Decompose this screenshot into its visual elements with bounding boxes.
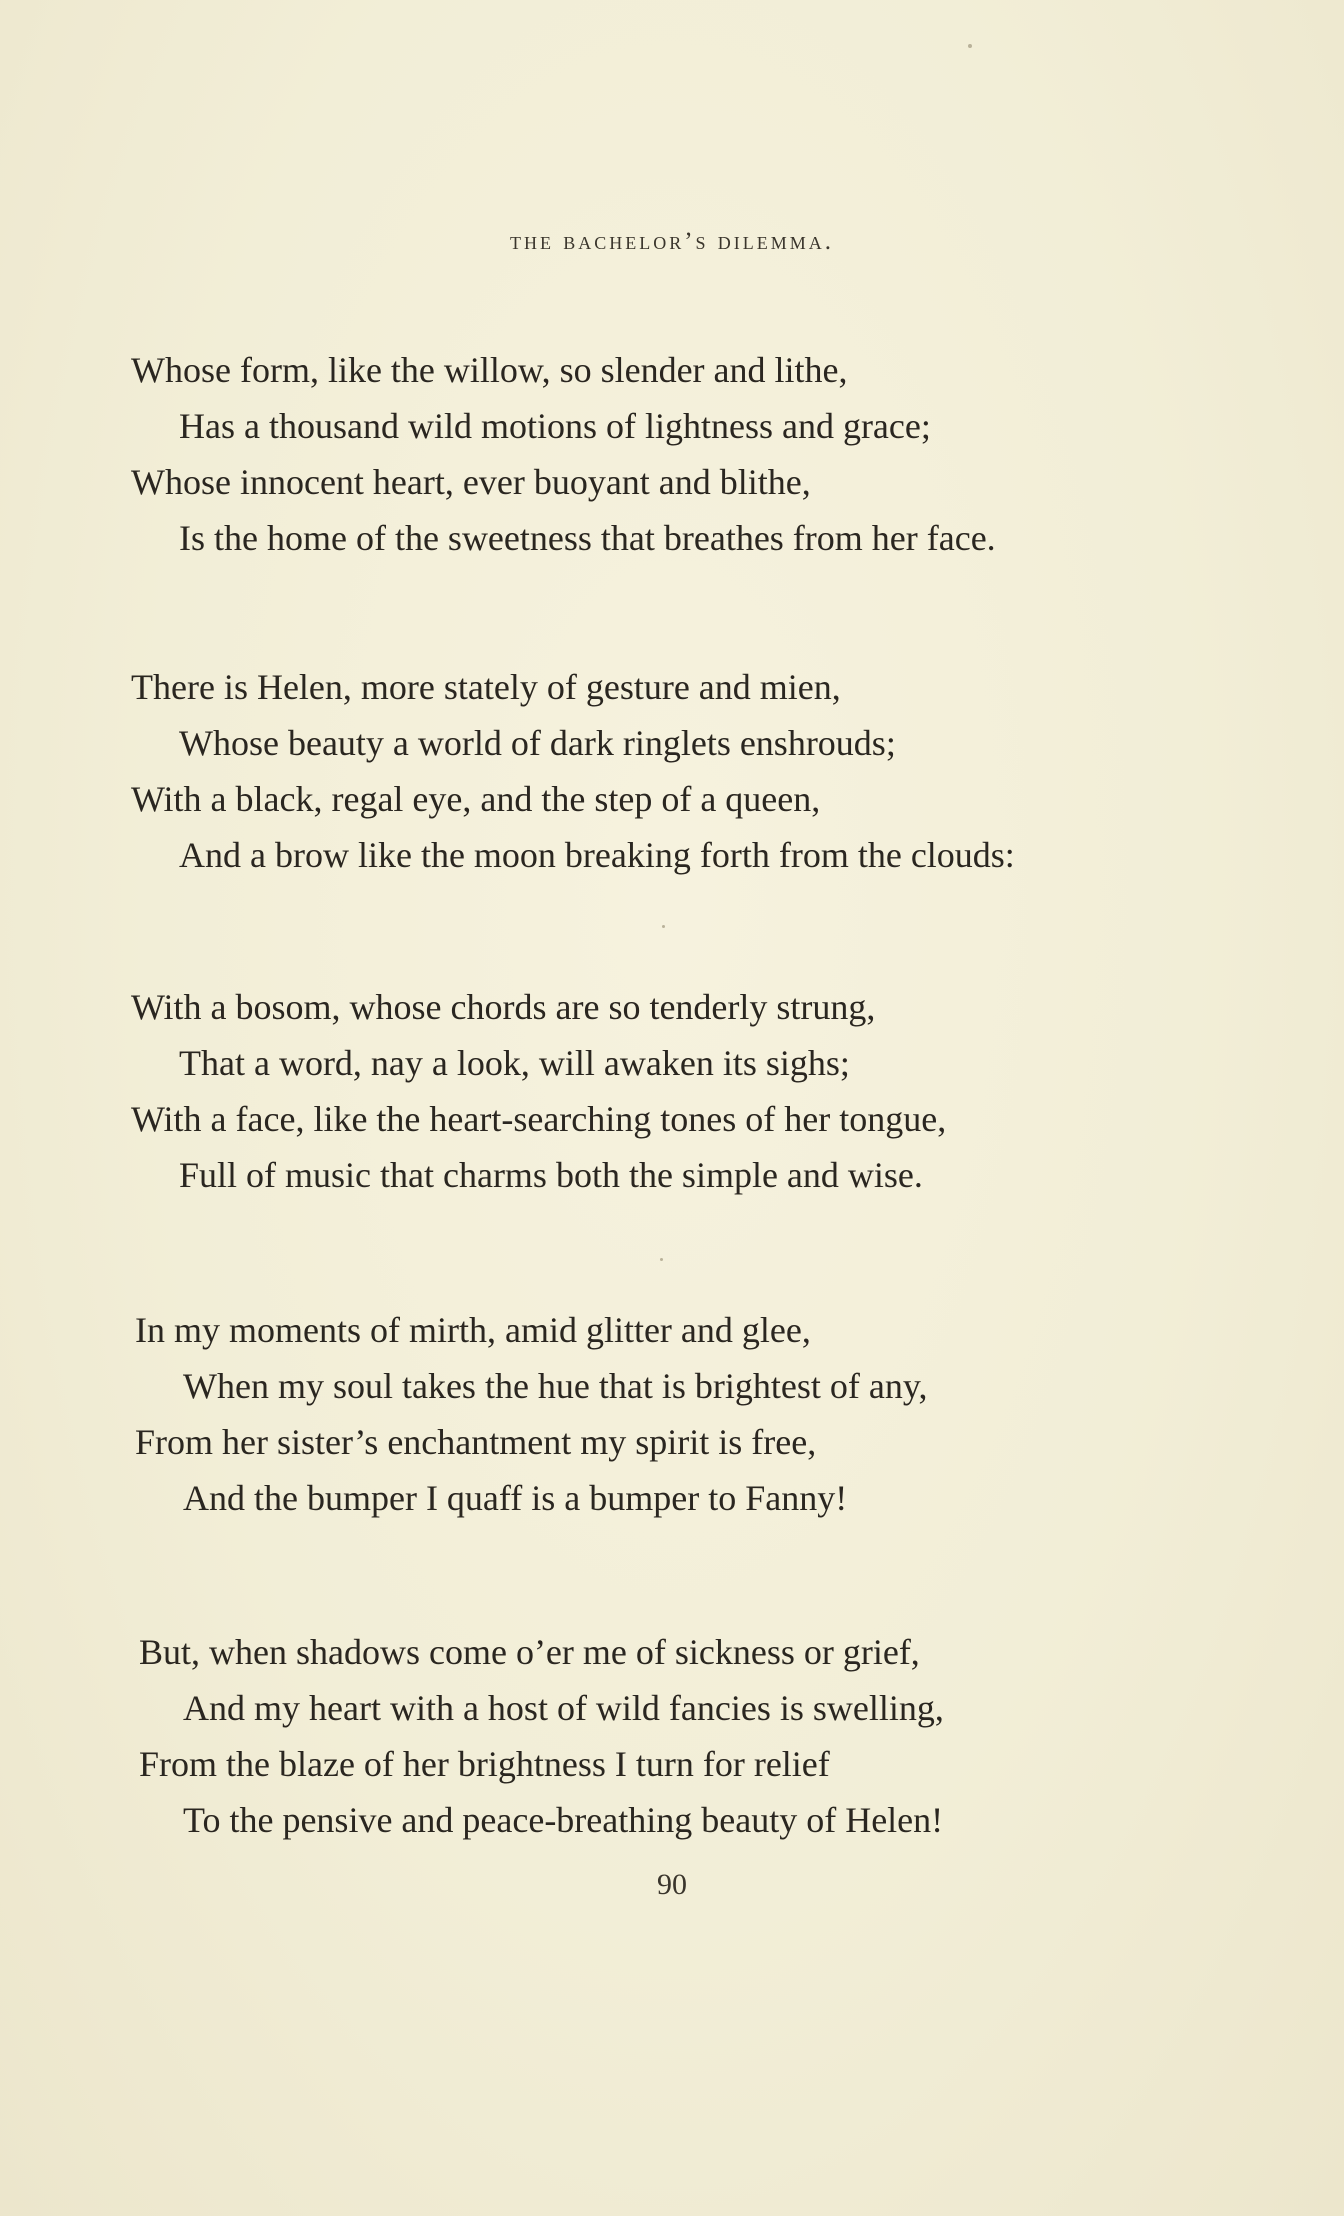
verse-line: With a face, like the heart-searching tones of her tongue, (131, 1099, 947, 1139)
verse-line: With a bosom, whose chords are so tenderly strung, (131, 987, 876, 1027)
verse-line: Whose innocent heart, ever buoyant and blithe, (131, 462, 811, 502)
verse-line: Has a thousand wild motions of lightness and grace; (179, 406, 931, 446)
verse-line: Is the home of the sweetness that breathes from her face. (179, 518, 996, 558)
verse-line: And a brow like the moon breaking forth from the clouds: (179, 835, 1015, 875)
verse-line: In my moments of mirth, amid glitter and glee, (135, 1310, 811, 1350)
verse-line: There is Helen, more stately of gesture and mien, (131, 667, 841, 707)
verse-line: Full of music that charms both the simple and wise. (179, 1155, 923, 1195)
running-head: the bachelor’s dilemma. (509, 228, 835, 255)
paper-speck (968, 44, 972, 48)
paper-speck (662, 925, 665, 928)
verse-line: When my soul takes the hue that is brightest of any, (183, 1366, 928, 1406)
paper-speck (660, 1258, 663, 1261)
verse-line: From the blaze of her brightness I turn for relief (139, 1744, 830, 1784)
verse-line: But, when shadows come o’er me of sickness or grief, (139, 1632, 920, 1672)
verse-line: And my heart with a host of wild fancies is swelling, (183, 1688, 944, 1728)
verse-line: Whose form, like the willow, so slender and lithe, (131, 350, 848, 390)
verse-line: To the pensive and peace-breathing beauty of Helen! (183, 1800, 944, 1840)
verse-line: And the bumper I quaff is a bumper to Fanny! (183, 1478, 848, 1518)
verse-line: Whose beauty a world of dark ringlets enshrouds; (179, 723, 896, 763)
page-number: 90 (657, 1868, 687, 1901)
verse-line: That a word, nay a look, will awaken its sighs; (179, 1043, 850, 1083)
verse-line: With a black, regal eye, and the step of a queen, (131, 779, 821, 819)
verse-line: From her sister’s enchantment my spirit is free, (135, 1422, 817, 1462)
